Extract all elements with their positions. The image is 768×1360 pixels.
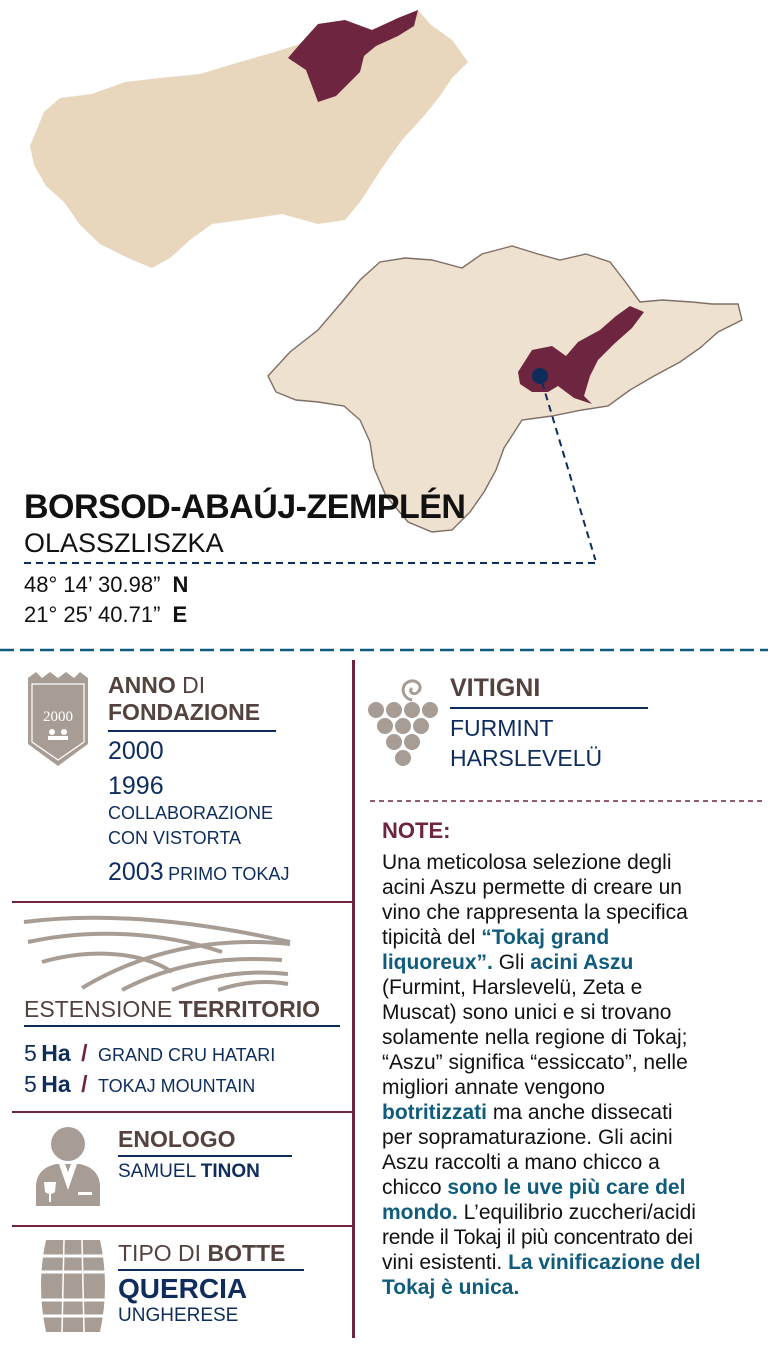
longitude-value: 21° 25’ 40.71”: [24, 602, 161, 627]
badge-year: 2000: [43, 709, 73, 725]
enologo-title: ENOLOGO: [118, 1126, 236, 1152]
section-separator: [0, 648, 768, 652]
note-highlight: “Tokaj grand: [481, 926, 610, 949]
note-line: botritizzati ma anche dissecati: [382, 1101, 673, 1124]
fondazione-title-line2: FONDAZIONE: [108, 699, 261, 725]
note-line: (Furmint, Harslevelü, Zeta e: [382, 976, 643, 999]
note-highlight: acini Aszu: [530, 951, 634, 974]
left-divider-2: [12, 1111, 352, 1113]
fondazione-title-line1: [108, 672, 205, 699]
crest-badge-icon: [26, 672, 90, 768]
estensione-title-bold: TERRITORIO: [178, 996, 321, 1022]
fondazione-year3: 2003: [108, 858, 164, 886]
note-line: liquoreux”. Gli acini Aszu: [382, 951, 634, 974]
location-dot: [532, 368, 548, 384]
note-line: acini Aszu permette di creare un: [382, 876, 682, 899]
fondazione-year3-line: [108, 858, 289, 887]
vitigni-item-1: FURMINT: [450, 715, 554, 741]
note-highlight: La vinificazione del: [508, 1251, 701, 1274]
note-line: mondo. L’equilibrio zuccheri/acidi: [382, 1201, 696, 1224]
note-line: Aszu raccolti a mano chicco a: [382, 1151, 660, 1174]
estensione-title-rule: [24, 1025, 340, 1027]
note-line: migliori annate vengono: [382, 1076, 605, 1099]
vitigni-note-divider: [370, 799, 764, 803]
note-line: vini esistenti. La vinificazione del: [382, 1251, 701, 1274]
botte-wood: QUERCIA: [118, 1273, 248, 1304]
longitude-dir: E: [172, 602, 188, 627]
enologo-name: [118, 1161, 260, 1183]
fondazione-year1: 2000: [108, 737, 164, 765]
vineyard-hills-icon: [22, 912, 294, 992]
estensione-row-1-name: GRAND CRU HATARI: [97, 1045, 276, 1065]
estensione-row-2-name: TOKAJ MOUNTAIN: [97, 1076, 256, 1096]
enologo-last-name: TINON: [200, 1161, 260, 1182]
fondazione-year2-note-l2: CON VISTORTA: [108, 828, 242, 848]
sommelier-person-icon: [32, 1126, 104, 1208]
vitigni-item-2: HARSLEVELÜ: [450, 745, 603, 771]
note-line: chicco sono le uve più care del: [382, 1176, 686, 1199]
fondazione-title-light: DI: [182, 672, 206, 698]
column-divider: [352, 660, 355, 1338]
fondazione-title-rule: [108, 730, 276, 732]
latitude-value: 48° 14’ 30.98”: [24, 572, 161, 597]
fondazione-year2-note-l1: COLLABORAZIONE: [108, 803, 274, 823]
enologo-title-rule: [118, 1155, 292, 1157]
botte-origin: UNGHERESE: [118, 1305, 239, 1326]
note-highlight: mondo.: [382, 1201, 458, 1224]
estensione-row-2: [24, 1071, 255, 1098]
note-line: “Aszu” significa “essiccato”, nelle: [382, 1051, 688, 1074]
left-divider-3: [12, 1225, 352, 1227]
vitigni-title: VITIGNI: [450, 674, 541, 702]
barrel-icon: [38, 1238, 108, 1334]
grape-bunch-icon: [366, 670, 442, 772]
vitigni-title-rule: [450, 707, 648, 709]
enologo-first-name: SAMUEL: [118, 1161, 196, 1182]
note-highlight: liquoreux”.: [382, 951, 493, 974]
latitude-dir: N: [172, 572, 189, 597]
note-highlight: botritizzati: [382, 1101, 487, 1124]
note-highlight: sono le uve più care del: [447, 1176, 686, 1199]
botte-title-light: TIPO DI: [118, 1240, 202, 1266]
estensione-title: [24, 996, 320, 1023]
estensione-row-1-num: 5: [24, 1040, 37, 1066]
note-line: Muscat) sono unici e si trovano: [382, 1001, 672, 1024]
estensione-row-1-unit: Ha: [41, 1040, 71, 1066]
latitude: [24, 572, 188, 598]
botte-title-bold: BOTTE: [207, 1240, 286, 1266]
note-line: [382, 1275, 766, 1300]
botte-title: [118, 1240, 285, 1267]
left-divider-1: [12, 901, 352, 903]
fondazione-title-bold: ANNO: [108, 672, 176, 698]
note-title: NOTE:: [382, 818, 451, 843]
estensione-row-2-slash: /: [81, 1071, 88, 1097]
note-line: solamente nella regione di Tokaj;: [382, 1026, 688, 1049]
note-line: vino che rappresenta la specifica: [382, 901, 688, 924]
estensione-row-2-unit: Ha: [41, 1071, 71, 1097]
botte-title-rule: [118, 1269, 304, 1271]
estensione-row-2-num: 5: [24, 1071, 37, 1097]
fondazione-year2: 1996: [108, 772, 164, 800]
longitude: [24, 602, 187, 628]
fondazione-year3-note: PRIMO TOKAJ: [168, 864, 290, 884]
note-line: rende il Tokaj il più concentrato dei: [382, 1226, 693, 1249]
note-body: [382, 850, 766, 1300]
note-highlight: Tokaj è unica.: [382, 1276, 520, 1299]
hungary-map: [30, 10, 468, 268]
maps-graphic: [0, 0, 768, 560]
estensione-row-1-slash: /: [81, 1040, 88, 1066]
note-line: tipicità del “Tokaj grand: [382, 926, 610, 949]
estensione-title-light: ESTENSIONE: [24, 996, 173, 1022]
location-divider: [24, 561, 598, 565]
town-name: OLASSZLISZKA: [24, 528, 224, 558]
estensione-row-1: [24, 1040, 275, 1067]
region-name: BORSOD-ABAÚJ-ZEMPLÉN: [24, 488, 466, 526]
note-line: per sopramaturazione. Gli acini: [382, 1126, 673, 1149]
note-line: Una meticolosa selezione degli: [382, 851, 672, 874]
